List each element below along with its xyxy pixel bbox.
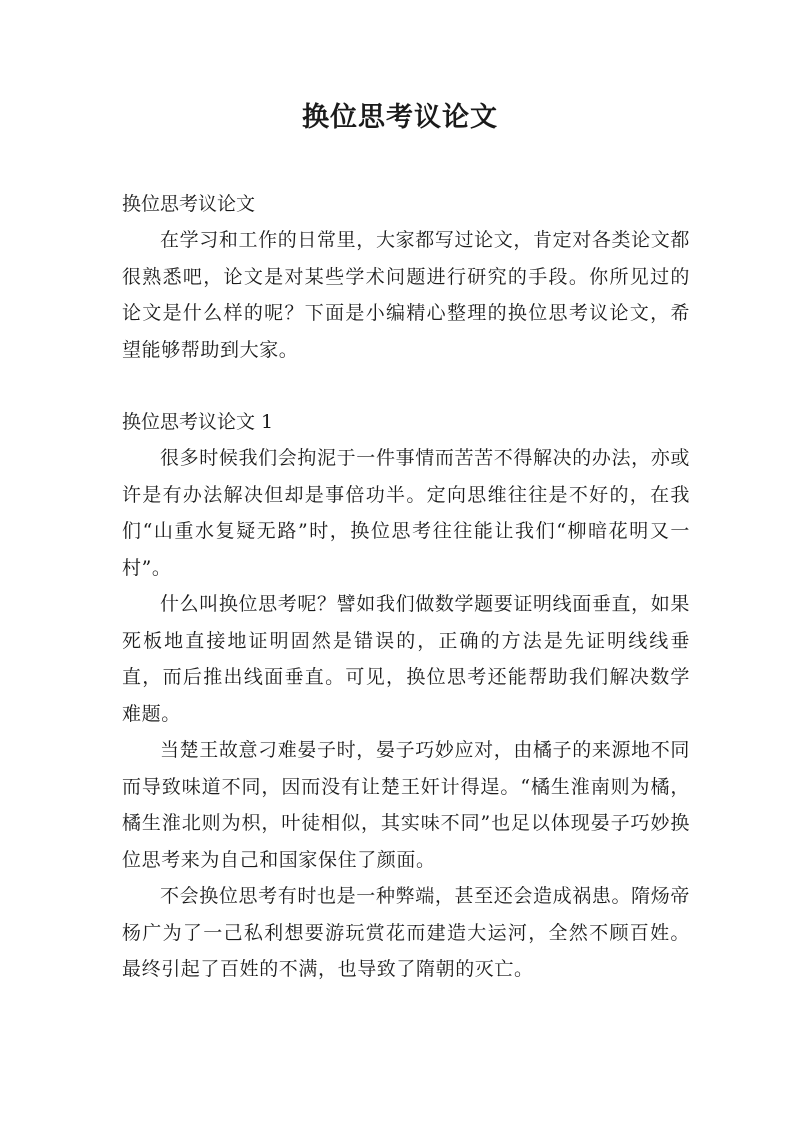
document-body xyxy=(122,186,690,988)
document-title: 换位思考议论文 xyxy=(302,102,498,133)
paragraph-gap xyxy=(122,368,690,404)
body-paragraph-3: 当楚王故意刁难晏子时，晏子巧妙应对，由橘子的来源地不同而导致味道不同，因而没有让楚王奸计得逞。“橘生淮南则为橘，橘生淮北则为枳，叶徒相似，其实味不同”也足以体现晏子巧妙换位思考来为自己和国家保住了颜面。 xyxy=(122,739,690,871)
body-paragraph-2: 什么叫换位思考呢？譬如我们做数学题要证明线面垂直，如果死板地直接地证明固然是错误的，正确的方法是先证明线线垂直，而后推出线面垂直。可见，换位思考还能帮助我们解决数学难题。 xyxy=(122,593,690,725)
lead-heading: 换位思考议论文 xyxy=(122,193,256,215)
body-paragraph-1: 很多时候我们会拘泥于一件事情而苦苦不得解决的办法，亦或许是有办法解决但却是事倍功半。定向思维往往是不好的，在我们“山重水复疑无路”时，换位思考往往能让我们“柳暗花明又一村”。 xyxy=(122,447,690,579)
intro-paragraph: 在学习和工作的日常里，大家都写过论文，肯定对各类论文都很熟悉吧，论文是对某些学术问题进行研究的手段。你所见过的论文是什么样的呢？下面是小编精心整理的换位思考议论文，希望能够帮助到大家。 xyxy=(122,229,690,361)
body-paragraph-4: 不会换位思考有时也是一种弊端，甚至还会造成祸患。隋炀帝杨广为了一己私利想要游玩赏花而建造大运河，全然不顾百姓。最终引起了百姓的不满，也导致了隋朝的灭亡。 xyxy=(122,885,690,980)
section-heading: 换位思考议论文 1 xyxy=(122,411,274,433)
